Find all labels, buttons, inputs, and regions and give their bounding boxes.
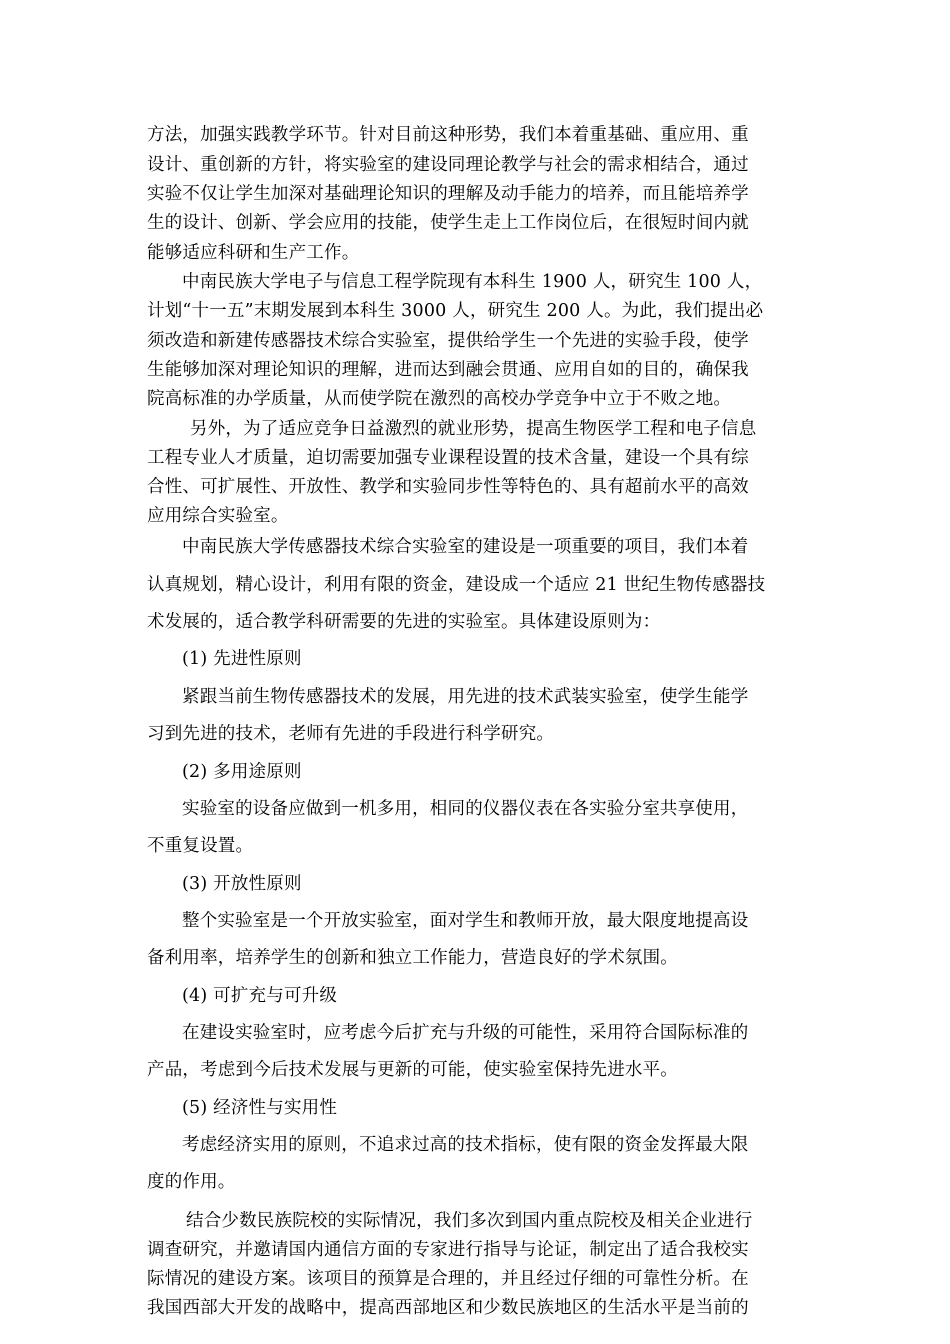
text-line: 另外，为了适应竞争日益激烈的就业形势，提高生物医学工程和电子信息 [190, 419, 757, 439]
text-line: 产品，考虑到今后技术发展与更新的可能，使实验室保持先进水平。 [147, 1060, 678, 1080]
text-line: 能够适应科研和生产工作。 [147, 243, 360, 263]
text-line: 院高标准的办学质量，从而使学院在激烈的高校办学竞争中立于不败之地。 [147, 389, 732, 409]
text-line: 考虑经济实用的原则，不追求过高的技术指标，使有限的资金发挥最大限 [182, 1135, 749, 1155]
text-line: 不重复设置。 [147, 836, 254, 856]
text-line: 合性、可扩展性、开放性、教学和实验同步性等特色的、具有超前水平的高效 [147, 477, 749, 497]
section-heading: (2) 多用途原则 [182, 762, 302, 782]
section-heading: (1) 先进性原则 [182, 649, 302, 669]
text-line: 中南民族大学传感器技术综合实验室的建设是一项重要的项目，我们本着 [182, 537, 749, 557]
text-line: 应用综合实验室。 [147, 506, 289, 526]
text-line: 结合少数民族院校的实际情况，我们多次到国内重点院校及相关企业进行 [186, 1211, 753, 1231]
text-line: 备利用率，培养学生的创新和独立工作能力，营造良好的学术氛围。 [147, 948, 678, 968]
text-line: 我国西部大开发的战略中，提高西部地区和少数民族地区的生活水平是当前的 [147, 1298, 749, 1318]
text-line: 设计、重创新的方针，将实验室的建设同理论教学与社会的需求相结合，通过 [147, 155, 749, 175]
text-line: 须改造和新建传感器技术综合实验室，提供给学生一个先进的实验手段，使学 [147, 331, 749, 351]
text-line: 计划“十一五”末期发展到本科生 3000 人，研究生 200 人。为此，我们提出必 [147, 301, 764, 321]
text-line: 际情况的建设方案。该项目的预算是合理的，并且经过仔细的可靠性分析。在 [147, 1269, 749, 1289]
text-line: 术发展的，适合教学科研需要的先进的实验室。具体建设原则为： [147, 612, 661, 632]
text-line: 方法，加强实践教学环节。针对目前这种形势，我们本着重基础、重应用、重 [147, 125, 749, 145]
text-line: 实验不仅让学生加深对基础理论知识的理解及动手能力的培养，而且能培养学 [147, 184, 749, 204]
text-line: 紧跟当前生物传感器技术的发展，用先进的技术武装实验室，使学生能学 [182, 687, 749, 707]
text-line: 工程专业人才质量，迫切需要加强专业课程设置的技术含量，建设一个具有综 [147, 448, 749, 468]
text-line: 生能够加深对理论知识的理解，进而达到融会贯通、应用自如的目的，确保我 [147, 360, 749, 380]
text-line: 认真规划，精心设计，利用有限的资金，建设成一个适应 21 世纪生物传感器技 [147, 575, 766, 595]
text-line: 中南民族大学电子与信息工程学院现有本科生 1900 人，研究生 100 人， [182, 272, 763, 292]
text-line: 调查研究，并邀请国内通信方面的专家进行指导与论证，制定出了适合我校实 [147, 1240, 749, 1260]
section-heading: (4) 可扩充与可升级 [182, 986, 338, 1006]
section-heading: (5) 经济性与实用性 [182, 1098, 338, 1118]
text-line: 实验室的设备应做到一机多用，相同的仪器仪表在各实验分室共享使用， [182, 799, 749, 819]
text-line: 生的设计、创新、学会应用的技能，使学生走上工作岗位后，在很短时间内就 [147, 213, 749, 233]
text-line: 习到先进的技术，老师有先进的手段进行科学研究。 [147, 724, 555, 744]
text-line: 在建设实验室时，应考虑今后扩充与升级的可能性，采用符合国际标准的 [182, 1023, 749, 1043]
text-line: 整个实验室是一个开放实验室，面对学生和教师开放，最大限度地提高设 [182, 911, 749, 931]
section-heading: (3) 开放性原则 [182, 874, 302, 894]
text-line: 度的作用。 [147, 1172, 236, 1192]
